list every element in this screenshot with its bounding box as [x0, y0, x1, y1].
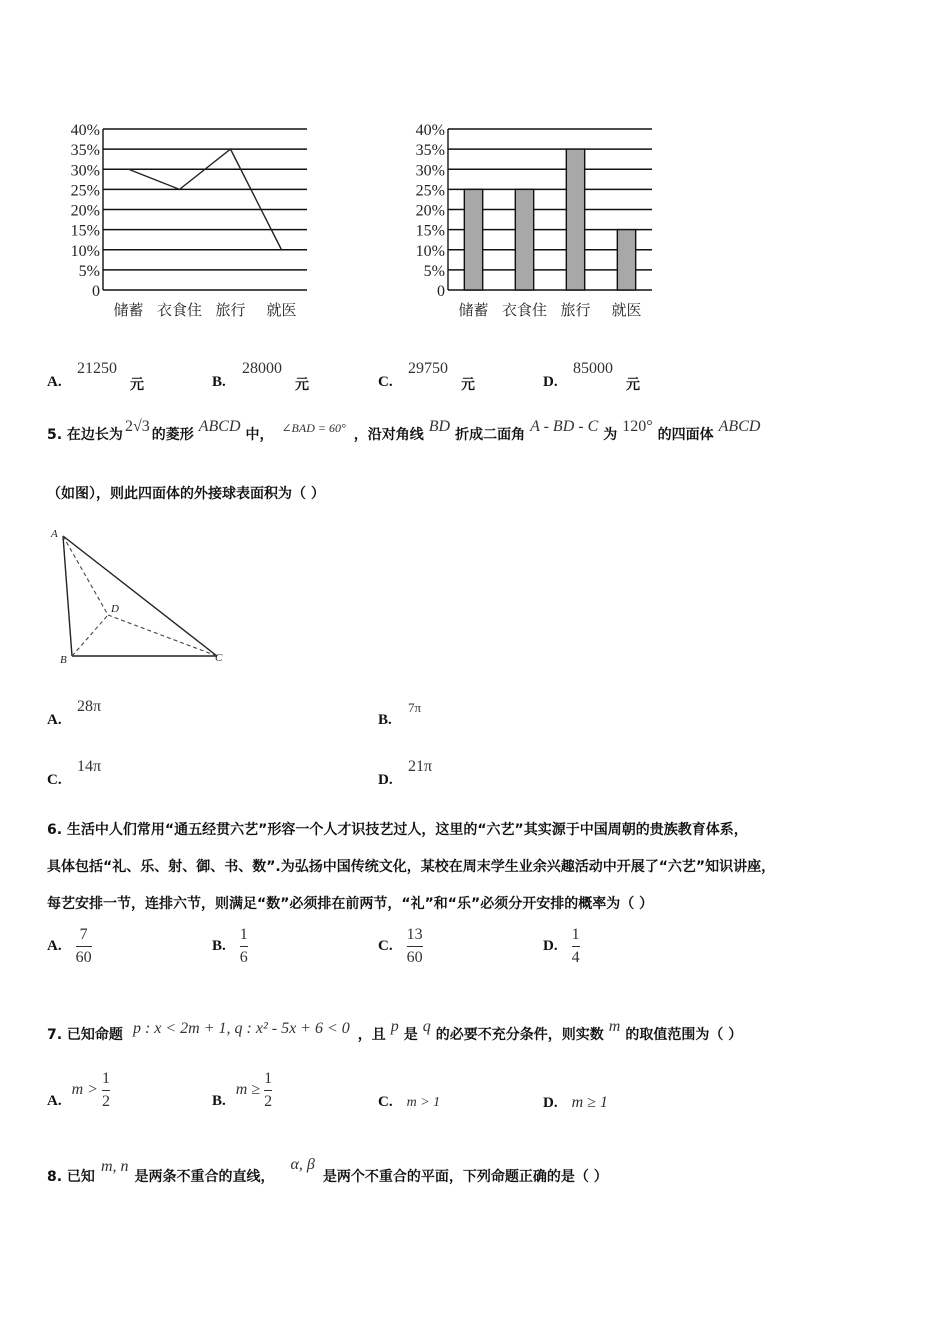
q5-text: 折成二面角 [455, 427, 526, 443]
bar [464, 189, 482, 290]
q7-math: p : x < 2m + 1, q : x² - 5x + 6 < 0 [132, 1020, 350, 1037]
q7-option-b[interactable] [212, 1070, 272, 1110]
y-tick-label: 30% [415, 162, 445, 180]
denominator: 2 [101, 1092, 110, 1110]
q5-text: 5. 在边长为 [47, 427, 123, 443]
option-value: m > 1 [406, 1095, 441, 1110]
option-value: 14π [77, 758, 102, 775]
series-line [129, 149, 282, 250]
denominator: 4 [571, 948, 580, 966]
q7-option-a[interactable] [47, 1070, 110, 1110]
option-unit: 元 [130, 377, 144, 393]
q4-option-b[interactable] [212, 360, 362, 392]
option-label: D. [543, 937, 558, 954]
vertex-a-label: A [51, 528, 58, 540]
line-chart [55, 115, 325, 330]
option-unit: 元 [461, 377, 475, 393]
q7-text: 的取值范围为（ ） [625, 1027, 743, 1043]
option-value: 7π [408, 700, 422, 715]
option-label: C. [378, 937, 393, 954]
y-tick-label: 35% [415, 142, 445, 160]
y-tick-label: 40% [415, 122, 445, 139]
q5-option-c[interactable] [47, 758, 247, 790]
y-tick-label: 20% [415, 202, 445, 220]
q4-option-c[interactable] [378, 360, 528, 392]
q6-option-a[interactable] [47, 926, 92, 966]
option-value: 85000 [573, 360, 613, 377]
option-fraction [407, 926, 423, 966]
q6-option-c[interactable] [378, 926, 423, 966]
x-tick-label: 储蓄 [458, 301, 489, 319]
q7-option-c[interactable] [378, 1094, 440, 1111]
q7-math: m [608, 1018, 621, 1035]
q6-option-d[interactable] [543, 926, 580, 966]
option-label: D. [543, 1095, 558, 1111]
numerator: 13 [406, 926, 423, 943]
q7-stem [47, 1018, 743, 1044]
vertex-d-label: D [111, 603, 119, 615]
x-tick-label: 就医 [266, 301, 297, 319]
denominator: 60 [406, 948, 423, 966]
option-label: C. [378, 1094, 393, 1110]
option-label: B. [212, 937, 226, 954]
option-prefix: m ≥ [235, 1081, 261, 1099]
q8-text: 8. 已知 [47, 1169, 95, 1185]
x-tick-label: 储蓄 [113, 301, 144, 319]
denominator: 60 [75, 948, 92, 966]
vertex-c-label: C [215, 652, 223, 664]
q8-math: m, n [100, 1158, 129, 1175]
q4-option-d[interactable] [543, 360, 693, 392]
bar-chart [400, 115, 670, 330]
q8-math: α, β [290, 1156, 315, 1173]
q5-option-b[interactable] [378, 698, 578, 730]
option-value: 21250 [77, 360, 117, 377]
q6-stem-line2: 具体包括“礼、乐、射、御、书、数”.为弘扬中国传统文化，某校在周末学生业余兴趣活动中开展了“六艺”知识讲座， [47, 859, 776, 875]
q7-option-d[interactable] [543, 1094, 608, 1112]
q7-text: 7. 已知命题 [47, 1027, 123, 1043]
y-tick-label: 5% [78, 262, 100, 280]
y-tick-label: 15% [70, 222, 100, 240]
x-tick-label: 衣食住 [501, 301, 548, 319]
option-label: D. [378, 772, 393, 788]
x-tick-label: 旅行 [560, 301, 591, 319]
y-tick-label: 0 [437, 283, 445, 300]
numerator: 1 [571, 926, 580, 943]
q8-text: 是两条不重合的直线， [134, 1169, 275, 1185]
option-fraction [264, 1070, 272, 1110]
numerator: 7 [79, 926, 88, 943]
option-label: C. [47, 772, 62, 788]
q5-math: 2√3 [124, 418, 150, 435]
tetrahedron-figure [45, 525, 235, 670]
q5-stem-line1 [47, 418, 761, 444]
y-tick-label: 15% [415, 222, 445, 240]
y-tick-label: 40% [70, 122, 100, 139]
option-fraction [240, 926, 248, 966]
bar [617, 230, 635, 290]
q5-text: 中， [245, 427, 274, 443]
q5-text: 的菱形 [151, 427, 194, 443]
q5-math: A - BD - C [530, 418, 599, 435]
option-label: B. [212, 1092, 226, 1109]
y-tick-label: 20% [70, 202, 100, 220]
numerator: 1 [101, 1070, 110, 1087]
q6-stem-line1: 6. 生活中人们常用“通五经贯六艺”形容一个人才识技艺过人，这里的“六艺”其实源于中国周朝的贵族教育体系， [47, 822, 748, 838]
y-tick-label: 25% [415, 182, 445, 200]
q5-math: BD [428, 418, 451, 435]
q5-math: ABCD [718, 418, 761, 435]
vertex-b-label: B [60, 654, 67, 666]
option-label: A. [47, 1092, 62, 1109]
y-tick-label: 10% [415, 242, 445, 260]
x-tick-label: 旅行 [215, 301, 246, 319]
q5-option-a[interactable] [47, 698, 247, 730]
numerator: 1 [239, 926, 248, 943]
x-tick-label: 衣食住 [156, 301, 203, 319]
q5-math: 120° [622, 418, 653, 435]
option-label: D. [543, 374, 558, 390]
numerator: 1 [264, 1070, 273, 1087]
q5-math: ∠BAD = 60° [281, 421, 346, 435]
denominator: 6 [239, 948, 248, 966]
option-fraction [102, 1070, 110, 1110]
option-label: B. [378, 712, 392, 728]
bar [515, 189, 533, 290]
option-label: C. [378, 374, 393, 390]
denominator: 2 [264, 1092, 273, 1110]
y-tick-label: 35% [70, 142, 100, 160]
q4-option-a[interactable] [47, 360, 197, 392]
y-tick-label: 10% [70, 242, 100, 260]
y-tick-label: 25% [70, 182, 100, 200]
q6-option-b[interactable] [212, 926, 248, 966]
q5-option-d[interactable] [378, 758, 578, 790]
option-label: A. [47, 937, 62, 954]
option-value: 21π [408, 758, 433, 775]
q5-stem-line2: （如图），则此四面体的外接球表面积为（ ） [47, 486, 325, 502]
option-unit: 元 [295, 377, 309, 393]
option-label: A. [47, 374, 62, 390]
x-tick-label: 就医 [611, 301, 642, 319]
option-unit: 元 [626, 377, 640, 393]
q8-text: 是两个不重合的平面，下列命题正确的是（ ） [322, 1169, 608, 1185]
bar [566, 149, 584, 290]
q6-stem-line3: 每艺安排一节，连排六节，则满足“数”必须排在前两节，“礼”和“乐”必须分开安排的概率为（ ） [47, 896, 654, 912]
option-fraction [76, 926, 92, 966]
option-label: A. [47, 712, 62, 728]
option-fraction [572, 926, 580, 966]
q7-math: p [390, 1018, 399, 1035]
q5-math: ABCD [198, 418, 241, 435]
q7-text: ，且 [357, 1027, 386, 1043]
q5-text: 的四面体 [657, 427, 714, 443]
q7-text: 是 [403, 1027, 418, 1043]
option-value: 28000 [242, 360, 282, 377]
y-tick-label: 30% [70, 162, 100, 180]
option-value: m ≥ 1 [571, 1094, 608, 1111]
q5-text: ，沿对角线 [353, 427, 424, 443]
y-tick-label: 0 [92, 283, 100, 300]
option-label: B. [212, 374, 226, 390]
q7-math: q [422, 1018, 431, 1035]
option-value: 29750 [408, 360, 448, 377]
q7-text: 的必要不充分条件，则实数 [435, 1027, 604, 1043]
option-value: 28π [77, 698, 102, 715]
q5-text: 为 [603, 427, 618, 443]
option-prefix: m > [71, 1081, 98, 1099]
q8-stem [47, 1156, 608, 1186]
y-tick-label: 5% [423, 262, 445, 280]
